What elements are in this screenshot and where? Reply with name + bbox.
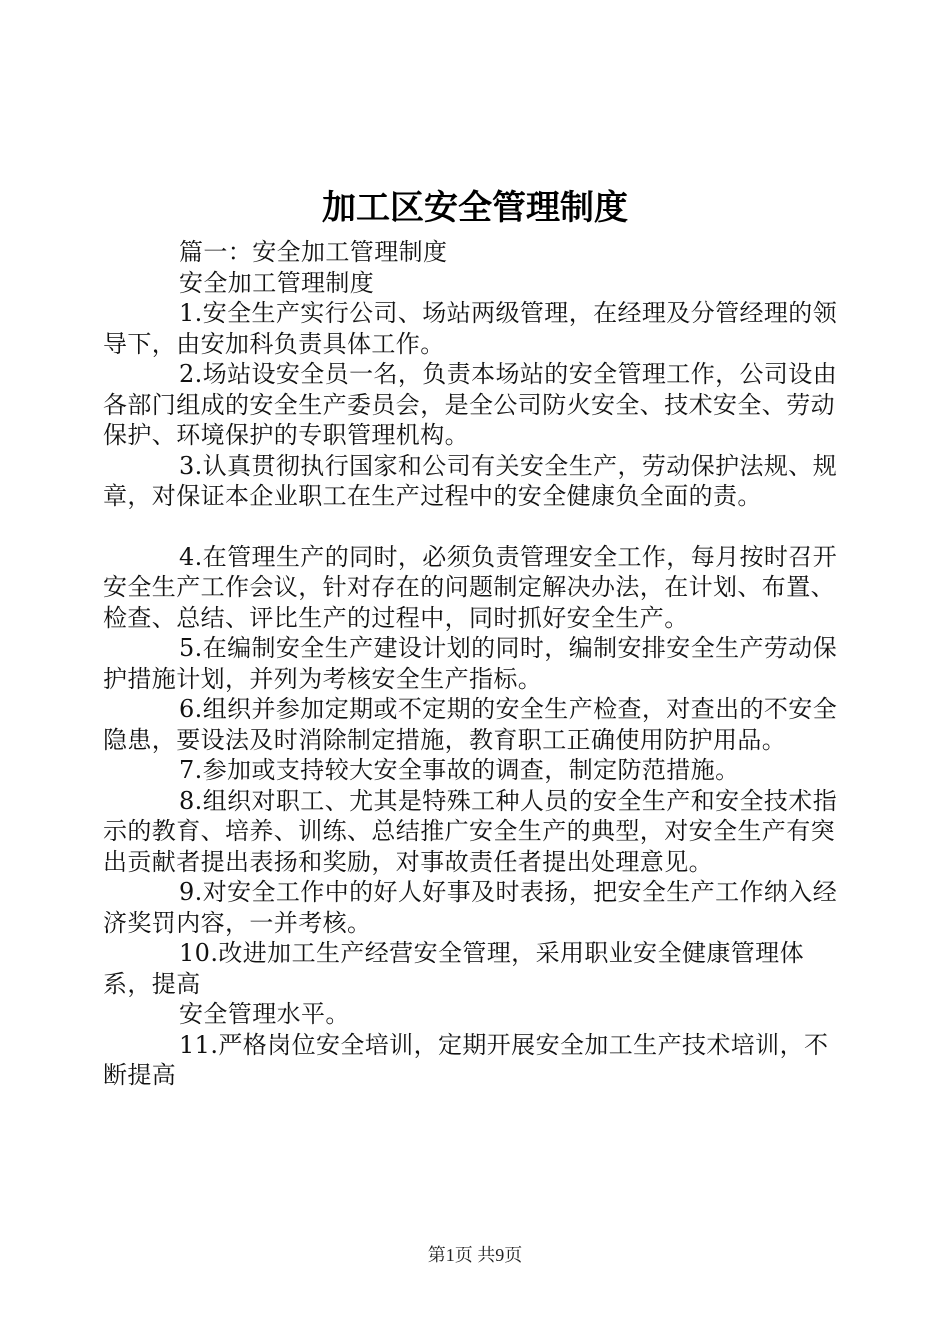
clause-3: 3.认真贯彻执行国家和公司有关安全生产，劳动保护法规、规章，对保证本企业职工在生产过程中的安全健康负全面的责。 xyxy=(103,451,838,510)
clause-5: 5.在编制安全生产建设计划的同时，编制安排安全生产劳动保护措施计划，并列为考核安全生产指标。 xyxy=(103,634,838,693)
document-title: 加工区安全管理制度 xyxy=(322,188,628,228)
section-heading: 篇一：安全加工管理制度 xyxy=(179,238,448,266)
clause-4: 4.在管理生产的同时，必须负责管理安全工作，每月按时召开安全生产工作会议，针对存在的问题制定解决办法，在计划、布置、检查、总结、评比生产的过程中，同时抓好安全生产。 xyxy=(103,542,838,632)
clause-6: 6.组织并参加定期或不定期的安全生产检查，对查出的不安全隐患，要设法及时消除制定措施，教育职工正确使用防护用品。 xyxy=(103,695,838,754)
page-footer: 第1页 共9页 xyxy=(427,1245,523,1265)
clause-9: 9.对安全工作中的好人好事及时表扬，把安全生产工作纳入经济奖罚内容，一并考核。 xyxy=(103,878,838,937)
clause-10: 10.改进加工生产经营安全管理，采用职业安全健康管理体系，提高 xyxy=(103,939,804,998)
document-body xyxy=(103,237,848,1091)
clause-7: 7.参加或支持较大安全事故的调查，制定防范措施。 xyxy=(179,756,740,784)
clause-2: 2.场站设安全员一名，负责本场站的安全管理工作，公司设由各部门组成的安全生产委员会，是全公司防火安全、技术安全、劳动保护、环境保护的专职管理机构。 xyxy=(103,360,838,449)
clause-10-continued: 安全管理水平。 xyxy=(179,1000,350,1028)
subsection-heading: 安全加工管理制度 xyxy=(179,268,375,297)
paragraph-spacer xyxy=(103,512,848,542)
clause-8: 8.组织对职工、尤其是特殊工种人员的安全生产和安全技术指示的教育、培养、训练、总结推广安全生产的典型，对安全生产有突出贡献者提出表扬和奖励，对事故责任者提出处理意见。 xyxy=(103,786,838,876)
clause-11: 11.严格岗位安全培训，定期开展安全加工生产技术培训，不断提高 xyxy=(103,1030,829,1089)
clause-1: 1.安全生产实行公司、场站两级管理，在经理及分管经理的领导下，由安加科负责具体工作。 xyxy=(103,299,838,358)
